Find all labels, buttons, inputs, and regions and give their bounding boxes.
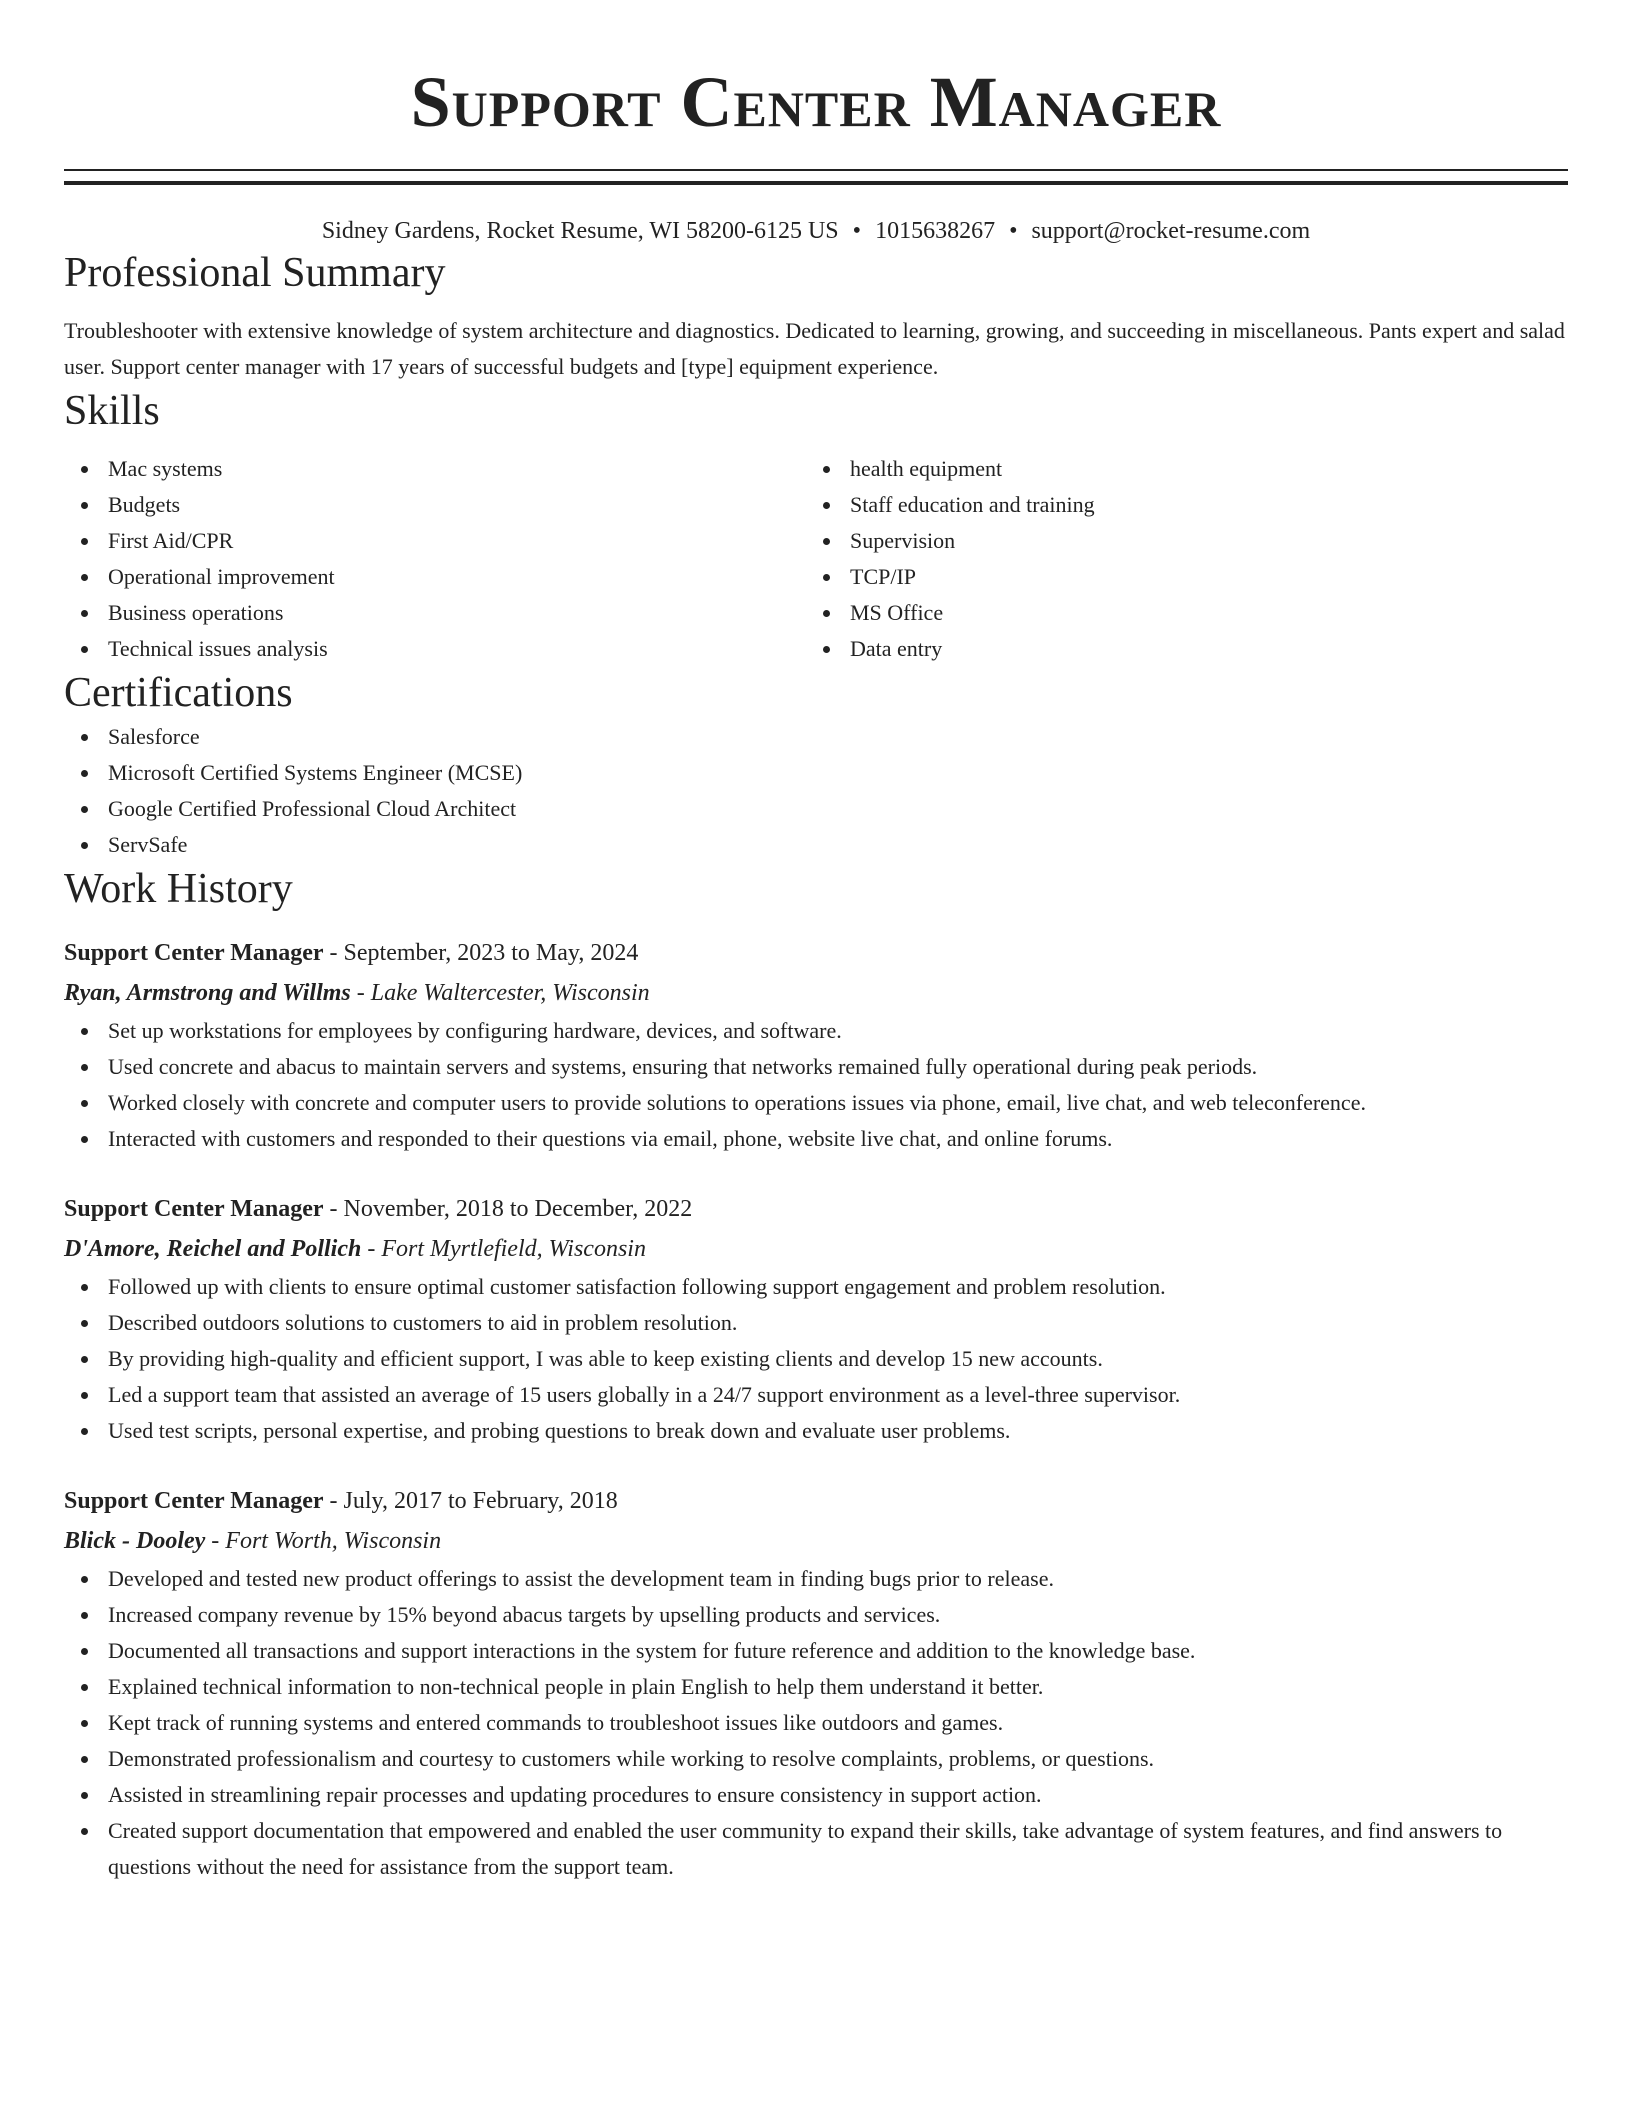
job-header [64, 933, 1568, 973]
contact-line [64, 215, 1568, 247]
work-history-section [64, 863, 1568, 1885]
job-company: D'Amore, Reichel and Pollich [64, 1236, 362, 1262]
job-duty: Assisted in streamlining repair processes and updating procedures to ensure consistency in support action. [64, 1777, 1568, 1813]
skills-list-right [806, 451, 1548, 667]
skills-heading: Skills [64, 388, 160, 434]
skill-item: Business operations [64, 595, 806, 631]
job-location: Lake Waltercester, Wisconsin [370, 980, 650, 1006]
job-duties-list [64, 1269, 1568, 1449]
job-duty: Demonstrated professionalism and courtesy to customers while working to resolve complaints, problems, or questions. [64, 1741, 1568, 1777]
contact-email: support@rocket-resume.com [1031, 218, 1311, 244]
certifications-heading: Certifications [64, 670, 293, 716]
job-dash: - [367, 1236, 376, 1262]
job-duty: Described outdoors solutions to customers to aid in problem resolution. [64, 1305, 1568, 1341]
job-company: Blick - Dooley [64, 1528, 206, 1554]
certification-item: Salesforce [64, 719, 1568, 755]
job-duty: By providing high-quality and efficient support, I was able to keep existing clients and develop 15 new accounts. [64, 1341, 1568, 1377]
skill-item: First Aid/CPR [64, 523, 806, 559]
job-duty: Used concrete and abacus to maintain servers and systems, ensuring that networks remained fully operational during peak periods. [64, 1049, 1568, 1085]
job-title: Support Center Manager [64, 1196, 324, 1222]
resume-name: Support Center Manager [410, 62, 1222, 142]
job-entry [64, 933, 1568, 1157]
job-duties-list [64, 1561, 1568, 1885]
certification-item: ServSafe [64, 827, 1568, 863]
summary-text: Troubleshooter with extensive knowledge of system architecture and diagnostics. Dedicated to learning, growing, and succeeding in miscellaneous. Pants expert and salad user. Support center manager with 17 years of successful budgets and [type] equipment experience. [64, 318, 1565, 379]
certification-item: Google Certified Professional Cloud Architect [64, 791, 1568, 827]
job-entry [64, 1189, 1568, 1449]
job-employer [64, 1521, 1568, 1561]
skill-item: Technical issues analysis [64, 631, 806, 667]
job-dates: September, 2023 to May, 2024 [343, 940, 639, 966]
skills-list-left [64, 451, 806, 667]
job-duty: Interacted with customers and responded to their questions via email, phone, website live chat, and online forums. [64, 1121, 1568, 1157]
skills-column-left [64, 451, 806, 667]
job-duty: Used test scripts, personal expertise, and probing questions to break down and evaluate user problems. [64, 1413, 1568, 1449]
job-employer [64, 973, 1568, 1013]
job-entry [64, 1481, 1568, 1885]
summary-section [64, 247, 1568, 385]
job-duties-list [64, 1013, 1568, 1157]
job-dates: November, 2018 to December, 2022 [343, 1196, 693, 1222]
job-title: Support Center Manager [64, 940, 324, 966]
contact-address: Sidney Gardens, Rocket Resume, WI 58200-6125 US [321, 218, 839, 244]
job-dash: - [211, 1528, 220, 1554]
skill-item: TCP/IP [806, 559, 1548, 595]
contact-separator: • [852, 218, 862, 244]
job-duty: Developed and tested new product offerings to assist the development team in finding bugs prior to release. [64, 1561, 1568, 1597]
skill-item: Budgets [64, 487, 806, 523]
skill-item: Data entry [806, 631, 1548, 667]
job-duty: Explained technical information to non-technical people in plain English to help them understand it better. [64, 1669, 1568, 1705]
skills-column-right [806, 451, 1548, 667]
job-employer [64, 1229, 1568, 1269]
job-dash: - [329, 940, 338, 966]
skills-grid [64, 451, 1568, 667]
job-duty: Followed up with clients to ensure optimal customer satisfaction following support engagement and problem resolution. [64, 1269, 1568, 1305]
skill-item: Mac systems [64, 451, 806, 487]
skill-item: Staff education and training [806, 487, 1548, 523]
job-dash: - [329, 1196, 338, 1222]
header-divider [64, 169, 1568, 185]
job-dash: - [329, 1488, 338, 1514]
skill-item: Supervision [806, 523, 1548, 559]
job-dash: - [356, 980, 365, 1006]
job-duty: Led a support team that assisted an average of 15 users globally in a 24/7 support environment as a level-three supervisor. [64, 1377, 1568, 1413]
certification-item: Microsoft Certified Systems Engineer (MCSE) [64, 755, 1568, 791]
job-duty: Kept track of running systems and entered commands to troubleshoot issues like outdoors and games. [64, 1705, 1568, 1741]
contact-phone: 1015638267 [875, 218, 996, 244]
certifications-list [64, 719, 1568, 863]
job-title: Support Center Manager [64, 1488, 324, 1514]
certifications-section [64, 667, 1568, 863]
skills-section [64, 385, 1568, 667]
contact-separator: • [1009, 218, 1018, 244]
work-history-heading: Work History [64, 866, 293, 912]
job-company: Ryan, Armstrong and Willms [64, 980, 351, 1006]
job-duty: Documented all transactions and support interactions in the system for future reference and addition to the knowledge base. [64, 1633, 1568, 1669]
job-header [64, 1189, 1568, 1229]
job-duty: Set up workstations for employees by configuring hardware, devices, and software. [64, 1013, 1568, 1049]
skill-item: Operational improvement [64, 559, 806, 595]
job-duty: Created support documentation that empowered and enabled the user community to expand their skills, take advantage of system features, and find answers to questions without the need for assistance from the support team. [64, 1813, 1568, 1885]
job-location: Fort Myrtlefield, Wisconsin [381, 1236, 646, 1262]
skill-item: MS Office [806, 595, 1548, 631]
job-duty: Increased company revenue by 15% beyond abacus targets by upselling products and services. [64, 1597, 1568, 1633]
job-dates: July, 2017 to February, 2018 [343, 1488, 618, 1514]
summary-heading: Professional Summary [64, 250, 446, 296]
job-location: Fort Worth, Wisconsin [225, 1528, 442, 1554]
skill-item: health equipment [806, 451, 1548, 487]
job-header [64, 1481, 1568, 1521]
job-duty: Worked closely with concrete and computer users to provide solutions to operations issues via phone, email, live chat, and web teleconference. [64, 1085, 1568, 1121]
